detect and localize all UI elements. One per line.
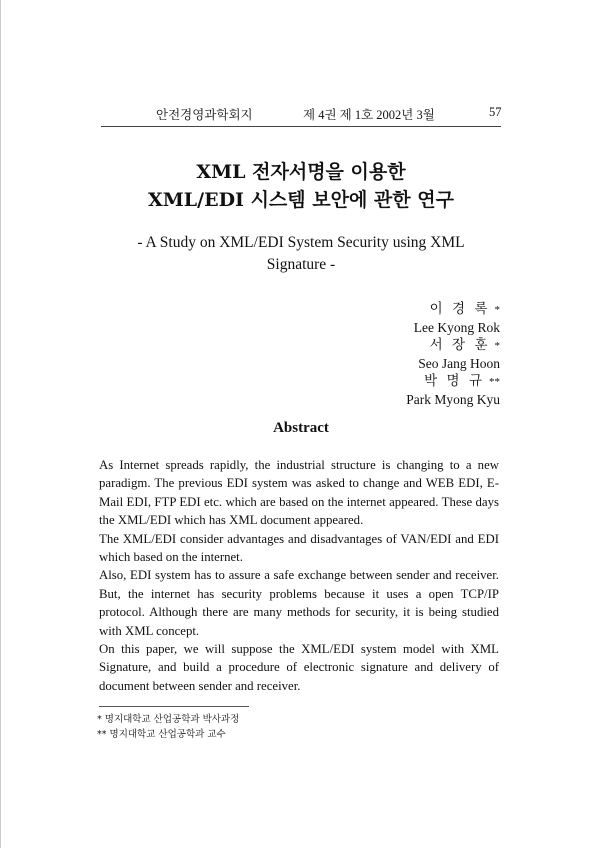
subtitle-line-2: Signature -	[266, 256, 336, 273]
affiliation-mark: *	[494, 340, 500, 352]
journal-name: 안전경영과학회지	[156, 108, 253, 122]
abstract-heading: Abstract	[273, 420, 329, 436]
page-number: 57	[489, 105, 502, 119]
issue-info: 제 4권 제 1호 2002년 3월	[303, 108, 435, 122]
author-english-name: Seo Jang Hoon	[418, 356, 500, 371]
abstract-paragraph: Also, EDI system has to assure a safe exchange between sender and receiver. But, the internet has security problems because it uses a open TCP/IP protocol. Although there are many methods for security, it is being studied with XML concept.	[99, 568, 499, 638]
title-line-2: XML/EDI 시스템 보안에 관한 연구	[148, 189, 454, 211]
author-korean-name: 이 경 록 *	[429, 301, 500, 316]
abstract-paragraph: On this paper, we will suppose the XML/EDI system model with XML Signature, and build a procedure of electronic signature and delivery of document between sender and receiver.	[99, 642, 499, 693]
running-header	[101, 105, 501, 121]
paper-title	[61, 158, 541, 214]
abstract-body	[99, 456, 499, 695]
author-list	[240, 300, 500, 408]
header-rule	[101, 126, 501, 127]
title-line-1: XML 전자서명을 이용한	[196, 161, 406, 183]
affiliation-mark: *	[494, 304, 500, 316]
author-english-name: Park Myong Kyu	[406, 392, 500, 407]
footnote: ** 명지대학교 산업공학과 교수	[97, 729, 226, 740]
paper-subtitle	[81, 232, 521, 276]
abstract-paragraph: As Internet spreads rapidly, the industrial structure is changing to a new paradigm. The previous EDI system was asked to change and WEB EDI, E-Mail EDI, FTP EDI etc. which are based on the internet appeared. These days the XML/EDI which has XML document appeared.	[99, 458, 499, 528]
affiliation-mark: **	[489, 376, 500, 388]
footnotes	[97, 712, 397, 742]
subtitle-line-1: - A Study on XML/EDI System Security using XML	[137, 234, 465, 251]
author-korean-name: 박 명 규 **	[424, 373, 500, 388]
author-english-name: Lee Kyong Rok	[413, 320, 500, 335]
author-korean-name: 서 장 훈 *	[429, 337, 500, 352]
footnote: * 명지대학교 산업공학과 박사과정	[97, 714, 240, 725]
abstract-paragraph: The XML/EDI consider advantages and disadvantages of VAN/EDI and EDI which based on the internet.	[99, 531, 499, 565]
footnote-rule	[99, 706, 249, 707]
